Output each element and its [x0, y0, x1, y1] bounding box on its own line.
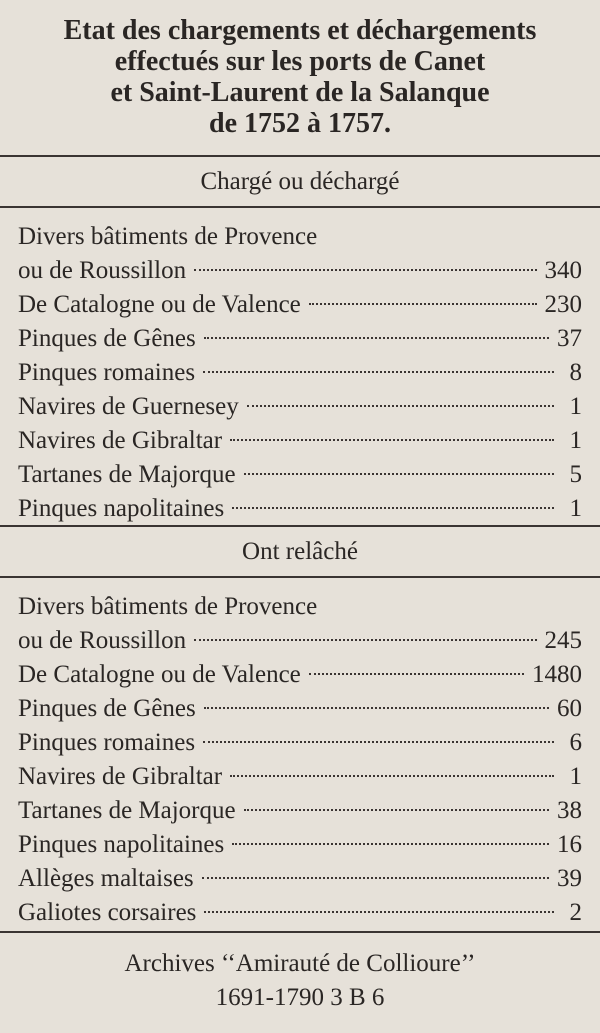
dot-leader — [204, 337, 549, 339]
list-item — [18, 254, 582, 288]
row-value: 16 — [557, 831, 582, 858]
list-item — [18, 896, 582, 930]
dot-leader — [247, 405, 554, 407]
row-label: Pinques romaines — [18, 729, 196, 756]
list-item — [18, 828, 582, 862]
row-label: Allèges maltaises — [18, 865, 194, 892]
row-label: Pinques de Gênes — [18, 325, 196, 352]
list-item — [18, 220, 582, 254]
section-heading-relache: Ont relâché — [242, 538, 358, 565]
list-item — [18, 658, 582, 692]
row-value: 8 — [569, 359, 582, 386]
dot-leader — [230, 439, 554, 441]
list-item — [18, 288, 582, 322]
row-value: 38 — [557, 797, 582, 824]
dot-leader — [194, 639, 536, 641]
list-item — [18, 322, 582, 356]
row-value: 1 — [569, 393, 582, 420]
dot-leader — [194, 269, 536, 271]
row-label-line1: Divers bâtiments de Provence — [18, 223, 318, 250]
dot-leader — [309, 673, 524, 675]
dot-leader — [203, 371, 554, 373]
row-label: Galiotes corsaires — [18, 899, 197, 926]
dot-leader — [203, 741, 554, 743]
dot-leader — [230, 775, 554, 777]
row-value: 245 — [544, 627, 582, 654]
citation-line: 1691-1790 3 B 6 — [215, 984, 385, 1011]
list-item — [18, 492, 582, 526]
dot-leader — [232, 507, 554, 509]
dot-leader — [204, 707, 549, 709]
row-value: 39 — [557, 865, 582, 892]
row-label: Navires de Gibraltar — [18, 427, 223, 454]
section-heading-charge: Chargé ou déchargé — [200, 168, 400, 195]
section-list-charge — [0, 208, 600, 525]
section-list-relache — [0, 578, 600, 931]
list-item — [18, 424, 582, 458]
list-item — [18, 862, 582, 896]
row-value: 60 — [557, 695, 582, 722]
citation-line: Archives ‘‘Amirauté de Collioure’’ — [124, 950, 476, 977]
row-value: 1 — [569, 495, 582, 522]
row-label: Pinques napolitaines — [18, 495, 225, 522]
row-label: Tartanes de Majorque — [18, 461, 236, 488]
row-value: 1 — [569, 427, 582, 454]
list-item — [18, 760, 582, 794]
row-label: Pinques romaines — [18, 359, 196, 386]
title-line: et Saint-Laurent de la Salanque — [110, 77, 490, 108]
row-value: 1 — [569, 763, 582, 790]
row-value: 340 — [544, 257, 582, 284]
dot-leader — [309, 303, 537, 305]
row-value: 6 — [569, 729, 582, 756]
list-item — [18, 390, 582, 424]
row-value: 5 — [569, 461, 582, 488]
row-label: Tartanes de Majorque — [18, 797, 236, 824]
dot-leader — [202, 877, 549, 879]
list-item — [18, 458, 582, 492]
list-item — [18, 692, 582, 726]
row-value: 230 — [544, 291, 582, 318]
dot-leader — [232, 843, 549, 845]
row-value: 1480 — [532, 661, 582, 688]
row-label: Pinques de Gênes — [18, 695, 196, 722]
title-line: de 1752 à 1757. — [209, 108, 391, 139]
row-value: 37 — [557, 325, 582, 352]
dot-leader — [244, 809, 549, 811]
row-label: De Catalogne ou de Valence — [18, 291, 301, 318]
list-item — [18, 356, 582, 390]
list-item — [18, 624, 582, 658]
row-label-line1: Divers bâtiments de Provence — [18, 593, 318, 620]
list-item — [18, 590, 582, 624]
row-label: ou de Roussillon — [18, 627, 187, 654]
row-label: De Catalogne ou de Valence — [18, 661, 301, 688]
row-label: Navires de Gibraltar — [18, 763, 223, 790]
row-label: Pinques napolitaines — [18, 831, 225, 858]
row-value: 2 — [569, 899, 582, 926]
list-item — [18, 794, 582, 828]
page-title — [0, 0, 600, 155]
dot-leader — [204, 911, 554, 913]
list-item — [18, 726, 582, 760]
source-citation — [0, 933, 600, 1015]
row-label: Navires de Guernesey — [18, 393, 239, 420]
title-line: effectués sur les ports de Canet — [114, 46, 486, 77]
title-line: Etat des chargements et déchargements — [63, 15, 537, 46]
dot-leader — [244, 473, 554, 475]
row-label: ou de Roussillon — [18, 257, 187, 284]
